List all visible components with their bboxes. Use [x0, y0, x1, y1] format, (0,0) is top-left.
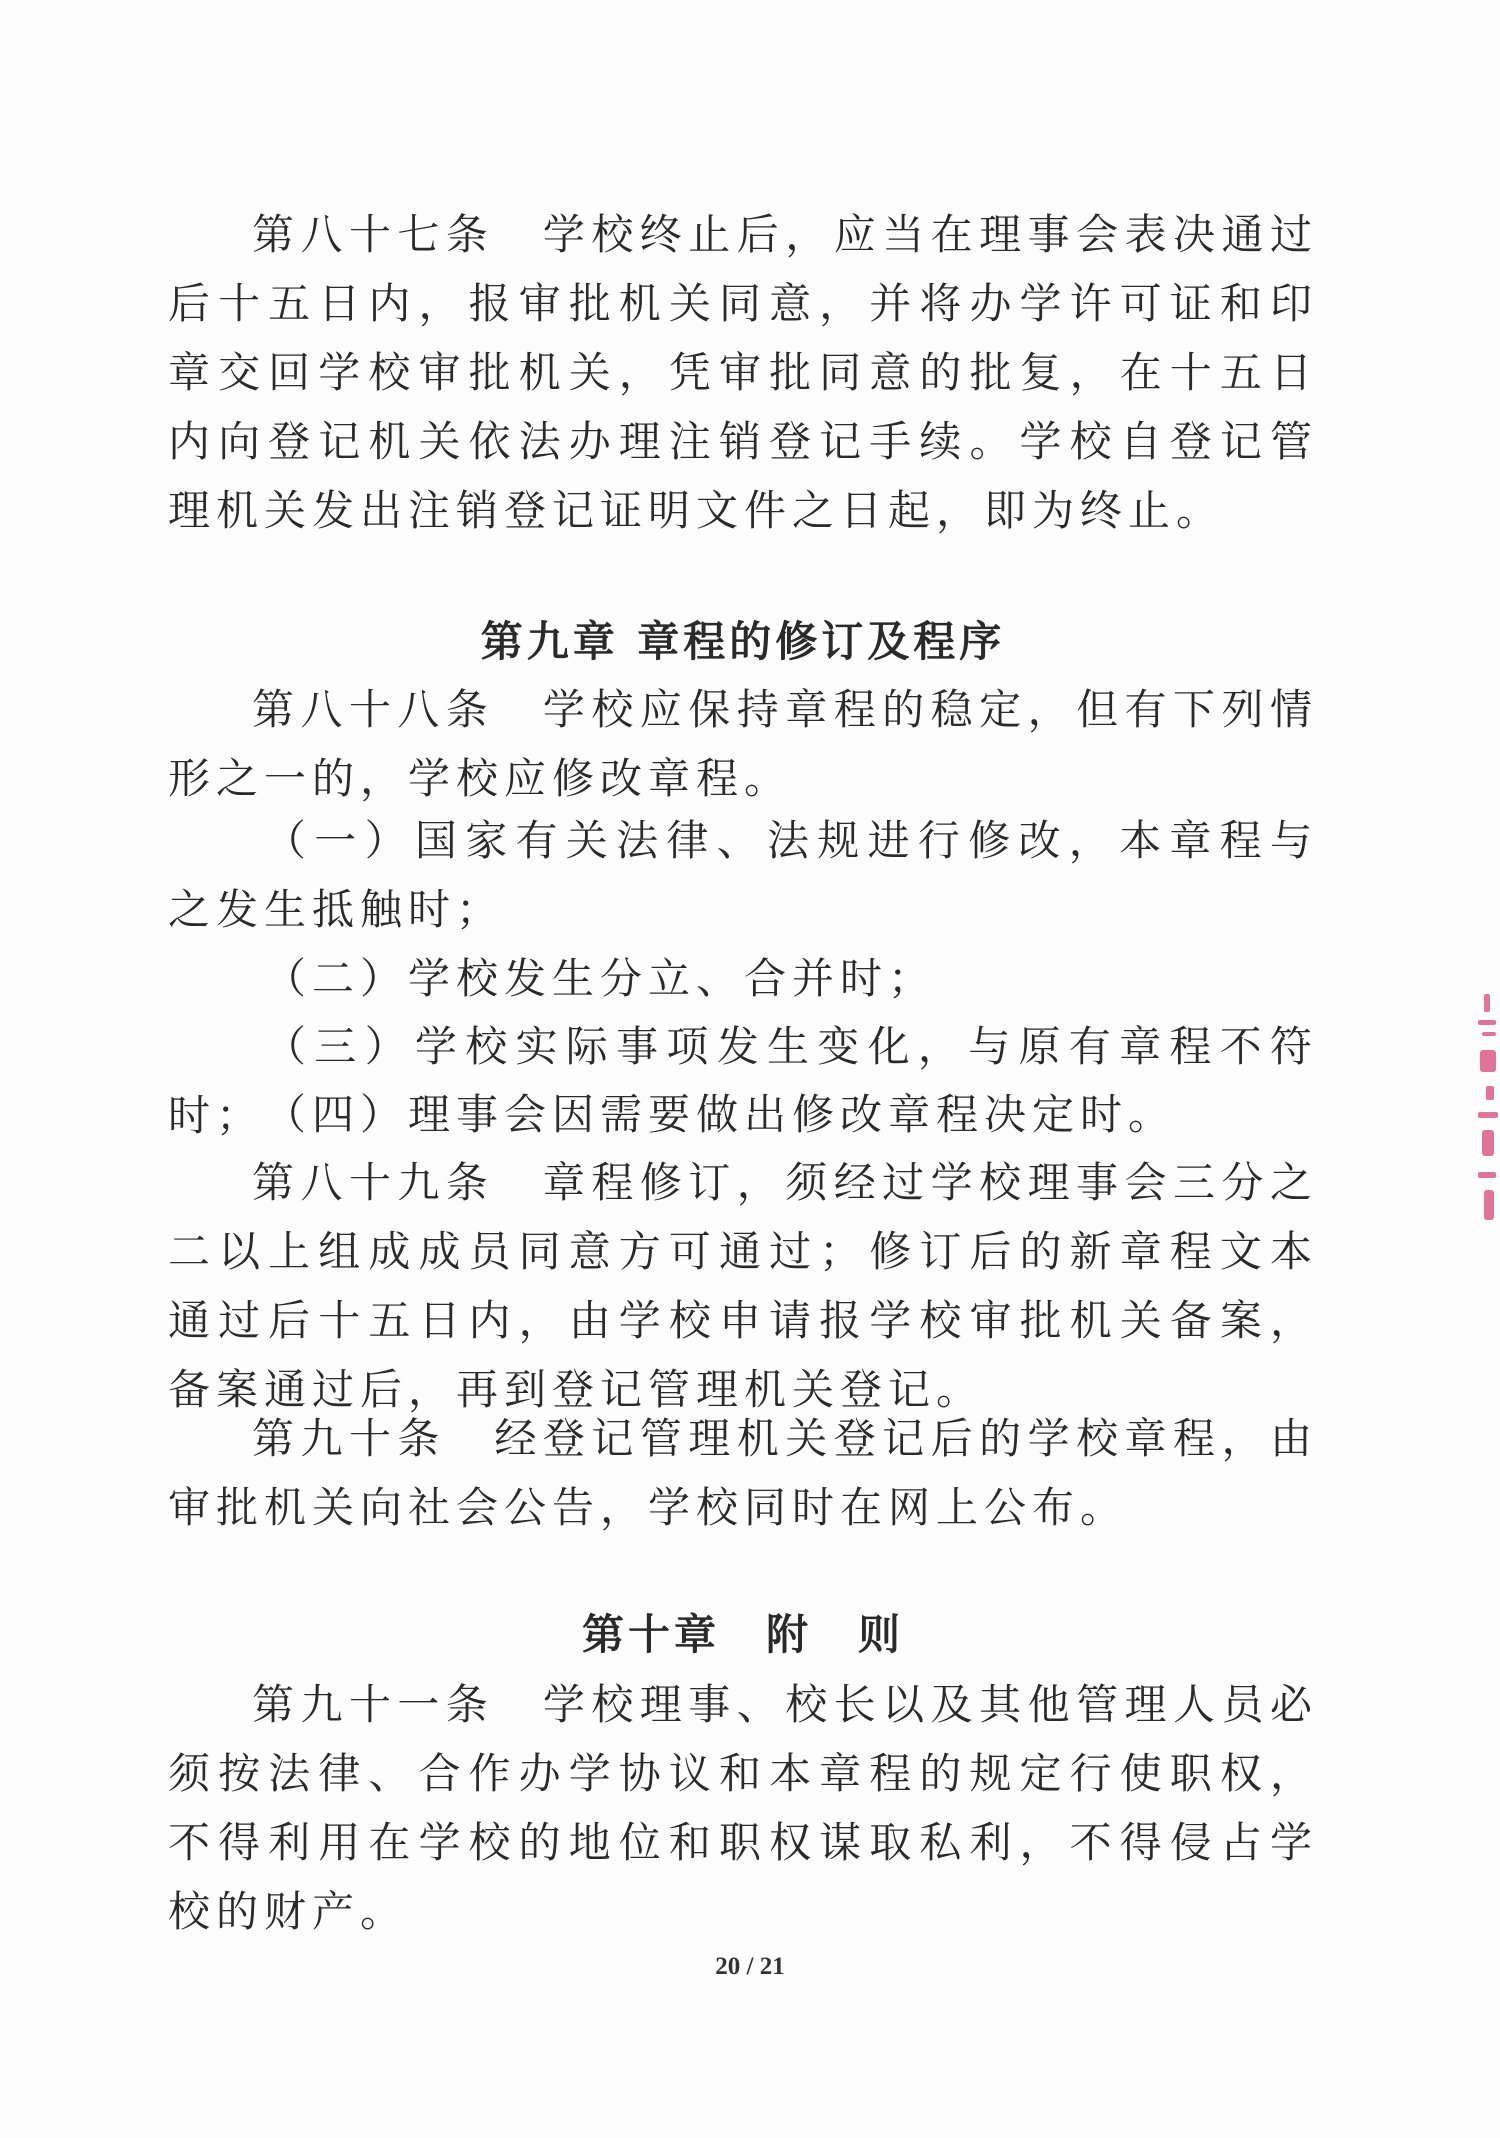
article-88-item-2: （二）学校发生分立、合并时； — [264, 954, 937, 1003]
article-88: 第八十八条 学校应保持章程的稳定，但有下列情形之一的，学校应修改章程。 — [168, 685, 1318, 803]
article-88-item-1: （一）国家有关法律、法规进行修改，本章程与之发生抵触时； — [168, 816, 1318, 934]
article-87: 第八十七条 学校终止后，应当在理事会表决通过后十五日内，报审批机关同意，并将办学许可证和印章交回学校审批机关，凭审批同意的批复，在十五日内向登记机关依法办理注销登记手续。学校自登记管理机关发出注销登记证明文件之日起，即为终止。 — [168, 210, 1318, 535]
article-89: 第八十九条 章程修订，须经过学校理事会三分之二以上组成成员同意方可通过；修订后的新章程文本通过后十五日内，由学校申请报学校审批机关备案，备案通过后，再到登记管理机关登记。 — [168, 1158, 1318, 1414]
article-88-item-4: （四）理事会因需要做出修改章程决定时。 — [264, 1090, 1177, 1139]
article-91: 第九十一条 学校理事、校长以及其他管理人员必须按法律、合作办学协议和本章程的规定行使职权，不得利用在学校的地位和职权谋取私利，不得侵占学校的财产。 — [168, 1680, 1318, 1936]
seal-stamp-fragment — [1474, 990, 1500, 1230]
chapter-9-title: 第九章 章程的修订及程序 — [480, 617, 1006, 666]
page-number: 20 / 21 — [715, 1953, 785, 1980]
chapter-10-title: 第十章 附 则 — [581, 1610, 904, 1659]
article-88-item-3: （三）学校实际事项发生变化，与原有章程不符时； — [168, 1022, 1318, 1140]
article-90: 第九十条 经登记管理机关登记后的学校章程，由审批机关向社会公告，学校同时在网上公布。 — [168, 1414, 1318, 1532]
